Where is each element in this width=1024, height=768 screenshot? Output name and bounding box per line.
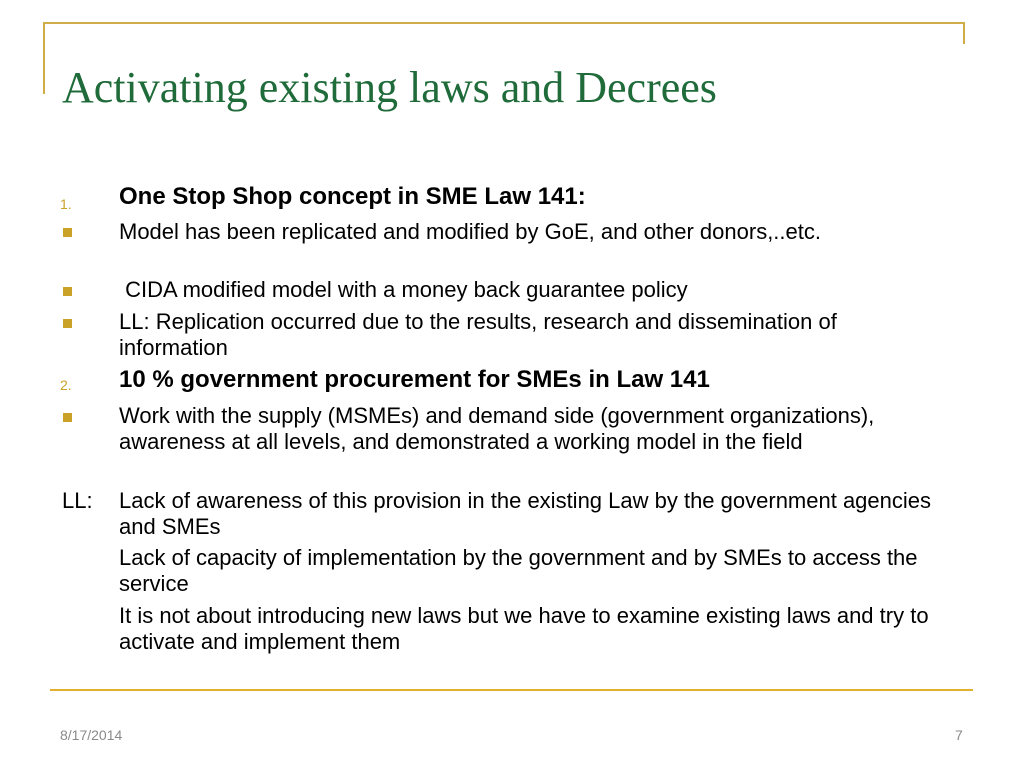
footer-date: 8/17/2014 (60, 727, 123, 743)
square-bullet-icon (63, 319, 72, 328)
footer-divider (50, 689, 973, 691)
lessons-learned-label: LL: (62, 488, 93, 513)
square-bullet-icon (63, 413, 72, 422)
item-text: Lack of awareness of this provision in the existing Law by the government agencies and SMEs (119, 488, 932, 539)
item-heading-2-text: 10 % government procurement for SMEs in Law 141 (119, 366, 710, 393)
item-heading-1-text: One Stop Shop concept in SME Law 141: (119, 183, 586, 210)
item-number-2: 2. (60, 377, 72, 393)
item-text: It is not about introducing new laws but we have to examine existing laws and try to activate and implement them (119, 603, 929, 654)
frame-left-line (43, 22, 45, 94)
item-text: LL: Replication occurred due to the results, research and dissemination of information (119, 309, 837, 360)
frame-right-line (963, 22, 965, 44)
frame-top-line (43, 22, 965, 24)
item-number-1: 1. (60, 196, 72, 212)
square-bullet-icon (63, 287, 72, 296)
item-text: Model has been replicated and modified by GoE, and other donors,..etc. (119, 219, 821, 244)
item-text: Lack of capacity of implementation by the government and by SMEs to access the service (119, 545, 918, 596)
slide-title: Activating existing laws and Decrees (62, 63, 717, 112)
square-bullet-icon (63, 228, 72, 237)
item-text: Work with the supply (MSMEs) and demand side (government organizations), awareness at all levels, and demonstrated a working model in the field (119, 403, 875, 454)
page-number: 7 (955, 727, 963, 743)
item-text: CIDA modified model with a money back guarantee policy (119, 277, 688, 302)
